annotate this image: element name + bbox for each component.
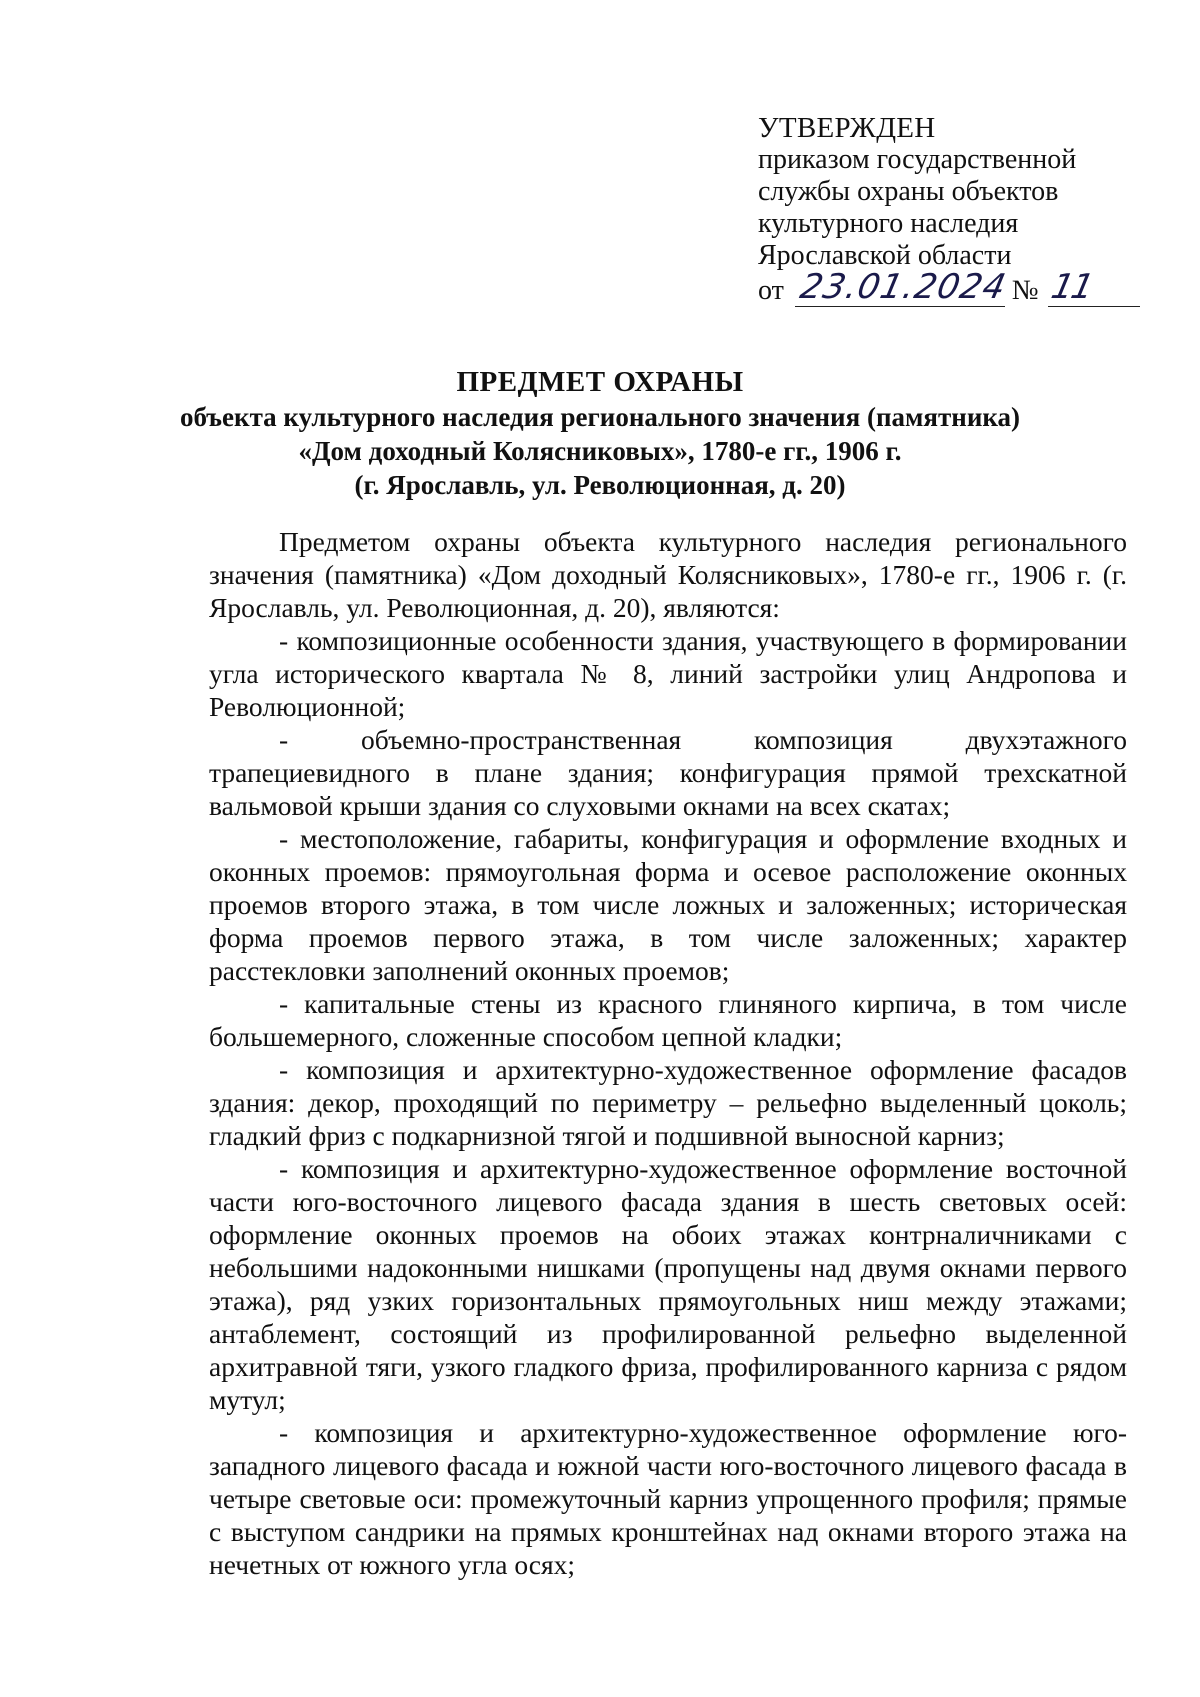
handwritten-date: 23.01.2024 bbox=[796, 267, 1010, 307]
number-label: № bbox=[1011, 275, 1039, 306]
title-line-2: объекта культурного наследия регионального значения (памятника) bbox=[179, 402, 1021, 432]
approval-line: приказом государственной bbox=[758, 144, 1077, 175]
list-item-paragraph: - композиция и архитектурно-художественное оформление восточной части юго-восточного лицевого фасада здания в шесть световых осей: оформление оконных проемов на обоих этажах контрналичниками с небольшими надоконными нишками (пропущены над двумя окнами первого этажа), ряд узких горизонтальных прямоугольных ниш между этажами; антаблемент, состоящий из профилированной рельефно выделенной архитравной тяги, узкого гладкого фриза, профилированного карниза с рядом мутул; bbox=[209, 1153, 1127, 1415]
list-item-paragraph: - композиционные особенности здания, участвующего в формировании угла исторического квартала № 8, линий застройки улиц Андропова и Революционной; bbox=[209, 625, 1127, 722]
number-field bbox=[1047, 267, 1140, 307]
list-item-paragraph: - местоположение, габариты, конфигурация и оформление входных и оконных проемов: прямоугольная форма и осевое расположение оконных проемов второго этажа, в том числе ложных и заложенных; историческая форма проемов первого этажа, в том числе заложенных; характер расстекловки заполнений оконных проемов; bbox=[209, 823, 1127, 986]
approval-date-number-line bbox=[758, 267, 1158, 310]
list-item-paragraph: - объемно-пространственная композиция двухэтажного трапециевидного в плане здания; конфигурация прямой трехскатной вальмовой крыши здания со слуховыми окнами на всех скатах; bbox=[209, 724, 1127, 821]
from-label: от bbox=[758, 275, 784, 306]
handwritten-number: 11 bbox=[1047, 267, 1096, 307]
title-line-1: ПРЕДМЕТ ОХРАНЫ bbox=[456, 366, 744, 398]
list-item-paragraph: - капитальные стены из красного глиняного кирпича, в том числе большемерного, сложенные способом цепной кладки; bbox=[209, 988, 1127, 1052]
list-item-paragraph: - композиция и архитектурно-художественное оформление юго-западного лицевого фасада и южной части юго-восточного лицевого фасада в четыре световые оси: промежуточный карниз упрощенного профиля; прямые с выступом сандрики на прямых кронштейнах над окнами второго этажа на нечетных от южного угла осях; bbox=[209, 1417, 1127, 1580]
approval-line: службы охраны объектов bbox=[758, 176, 1059, 207]
intro-paragraph: Предметом охраны объекта культурного наследия регионального значения (памятника) «Дом доходный Колясниковых», 1780-е гг., 1906 г. (г. Ярославль, ул. Революционная, д. 20), являются: bbox=[209, 526, 1127, 623]
title-line-4: (г. Ярославль, ул. Революционная, д. 20) bbox=[354, 470, 846, 500]
document-title bbox=[100, 365, 1100, 502]
approval-stamp-block bbox=[758, 112, 1158, 310]
title-line-3: «Дом доходный Колясниковых», 1780-е гг., 1906 г. bbox=[298, 436, 902, 466]
approval-line: культурного наследия bbox=[758, 208, 1019, 239]
approval-heading: УТВЕРЖДЕН bbox=[758, 112, 936, 144]
list-item-paragraph: - композиция и архитектурно-художественное оформление фасадов здания: декор, проходящий по периметру – рельефно выделенный цоколь; гладкий фриз с подкарнизной тягой и подшивной выносной карниз; bbox=[209, 1054, 1127, 1151]
document-body bbox=[209, 525, 1127, 1581]
approval-line: Ярославской области bbox=[758, 240, 1012, 271]
date-field bbox=[795, 267, 1010, 307]
